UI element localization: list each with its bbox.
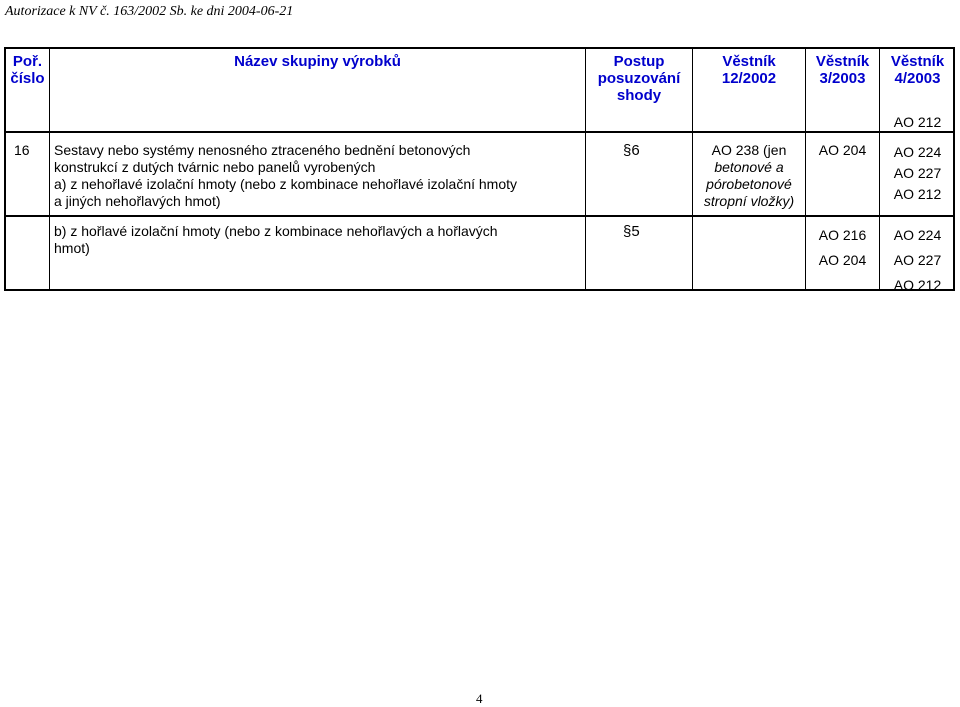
running-head: Autorizace k NV č. 163/2002 Sb. ke dni 2004-06-21 [5, 4, 294, 19]
vestnik-3-2003-a: AO 204 [818, 142, 867, 158]
row-name-b: b) z hořlavé izolační hmoty (nebo z kombinace nehořlavých a hořlavých hmot) [54, 223, 498, 256]
header-rule [6, 131, 953, 133]
vestnik-4-2003-a: AO 224 AO 227 AO 212 [893, 144, 942, 202]
col-divider [49, 49, 50, 289]
header-vestnik-12-2002: Věstník 12/2002 [721, 53, 777, 87]
vestnik-3-2003-b: AO 216 AO 204 [818, 227, 867, 268]
row-number: 16 [14, 142, 30, 158]
page-number: 4 [476, 691, 483, 706]
header-procedure: Postup posuzování shody [597, 53, 681, 104]
row-name-a: Sestavy nebo systémy nenosného ztraceného bednění betonových konstrukcí z dutých tvárnic nebo panelů vyrobených a) z nehořlavé izolační hmoty (nebo z kombinace nehořlavé izolační hmoty a jiných nehořlavých hmot) [54, 142, 518, 209]
vestnik-12-2002-a: AO 238 (jen betonové a pórobetonové stropní vložky) [703, 142, 795, 209]
header-number: Poř. číslo [10, 53, 45, 87]
vestnik-4-2003-b: AO 224 AO 227 AO 212 [893, 227, 942, 293]
row-rule [6, 215, 953, 217]
header-vestnik-4-2003: Věstník 4/2003 [890, 53, 945, 87]
header-vestnik-3-2003: Věstník 3/2003 [815, 53, 870, 87]
vestnik-4-2003-top: AO 212 [893, 114, 942, 130]
procedure-b: §5 [623, 223, 640, 240]
product-table [4, 47, 955, 291]
procedure-a: §6 [623, 142, 640, 159]
header-product-group: Název skupiny výrobků [234, 53, 401, 70]
